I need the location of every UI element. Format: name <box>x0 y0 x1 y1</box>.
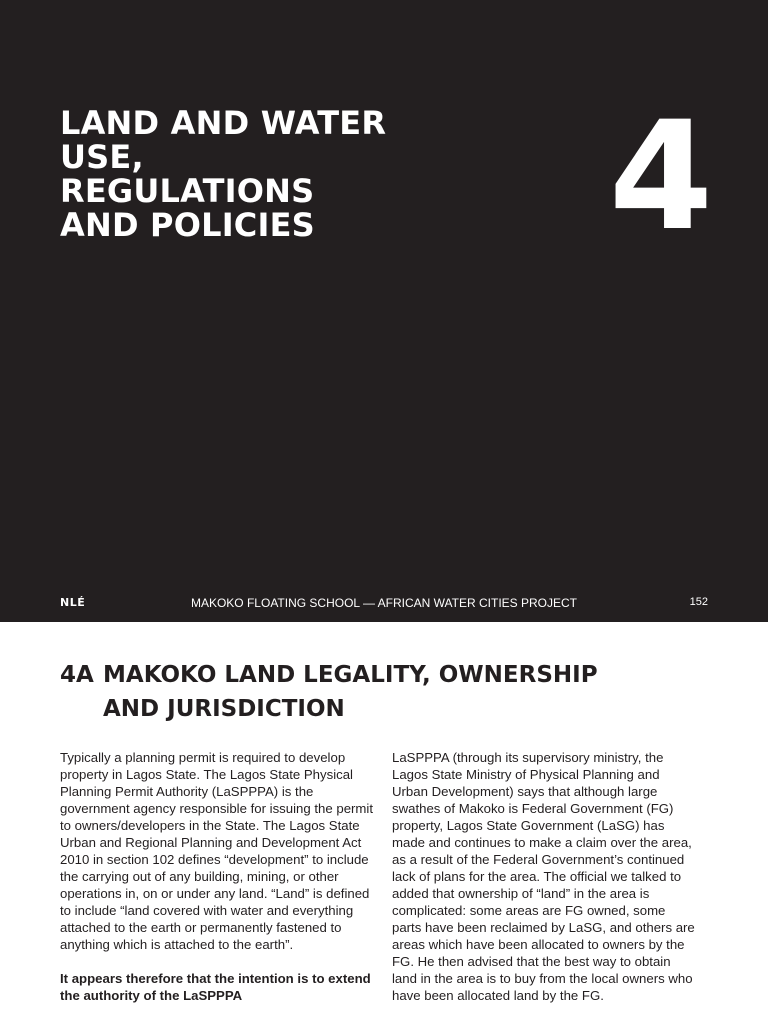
section-title: MAKOKO LAND LEGALITY, OWNERSHIP AND JURISDICTION <box>103 662 598 722</box>
section-number: 4A <box>60 662 94 688</box>
body-paragraph: LaSPPPA (through its supervisory ministry, the Lagos State Ministry of Physical Planning and Urban Development) says that although large swathes of Makoko is Federal Government (FG) property, Lagos State Government (LaSG) has made and continues to make a claim over the area, as a result of the Federal Government’s continued lack of plans for the area. The official we talked to added that ownership of “land” in the area is complicated: some areas are FG owned, some parts have been reclaimed by LaSG, and others are areas which have been allocated to owners by the FG. He then advised that the best way to obtain land in the area is to buy from the local owners who have been allocated land by the FG. <box>392 750 695 1003</box>
body-column-left <box>60 749 380 1021</box>
body-column-right <box>392 749 697 1021</box>
chapter-title: LAND AND WATER USE, REGULATIONS AND POLICIES <box>60 104 387 244</box>
body-paragraph-bold: It appears therefore that the intention is to extend the authority of the LaSPPPA <box>60 971 371 1003</box>
page-footer <box>0 594 768 614</box>
publisher-logo: NLÉ <box>60 596 86 609</box>
page-number: 152 <box>689 596 708 608</box>
chapter-number: 4 <box>608 90 714 264</box>
footer-title: MAKOKO FLOATING SCHOOL — AFRICAN WATER CITIES PROJECT <box>190 596 578 610</box>
body-paragraph: Typically a planning permit is required to develop property in Lagos State. The Lagos State Physical Planning Permit Authority (LaSPPPA) is the government agency responsible for issuing the permit to owners/developers in the State. The Lagos State Urban and Regional Planning and Development Act 2010 in section 102 defines “development” to include the carrying out of any building, mining, or other operations in, on or under any land. “Land” is defined to include “land covered with water and everything attached to the earth or permanently fastened to anything which is attached to the earth”. <box>60 750 374 952</box>
